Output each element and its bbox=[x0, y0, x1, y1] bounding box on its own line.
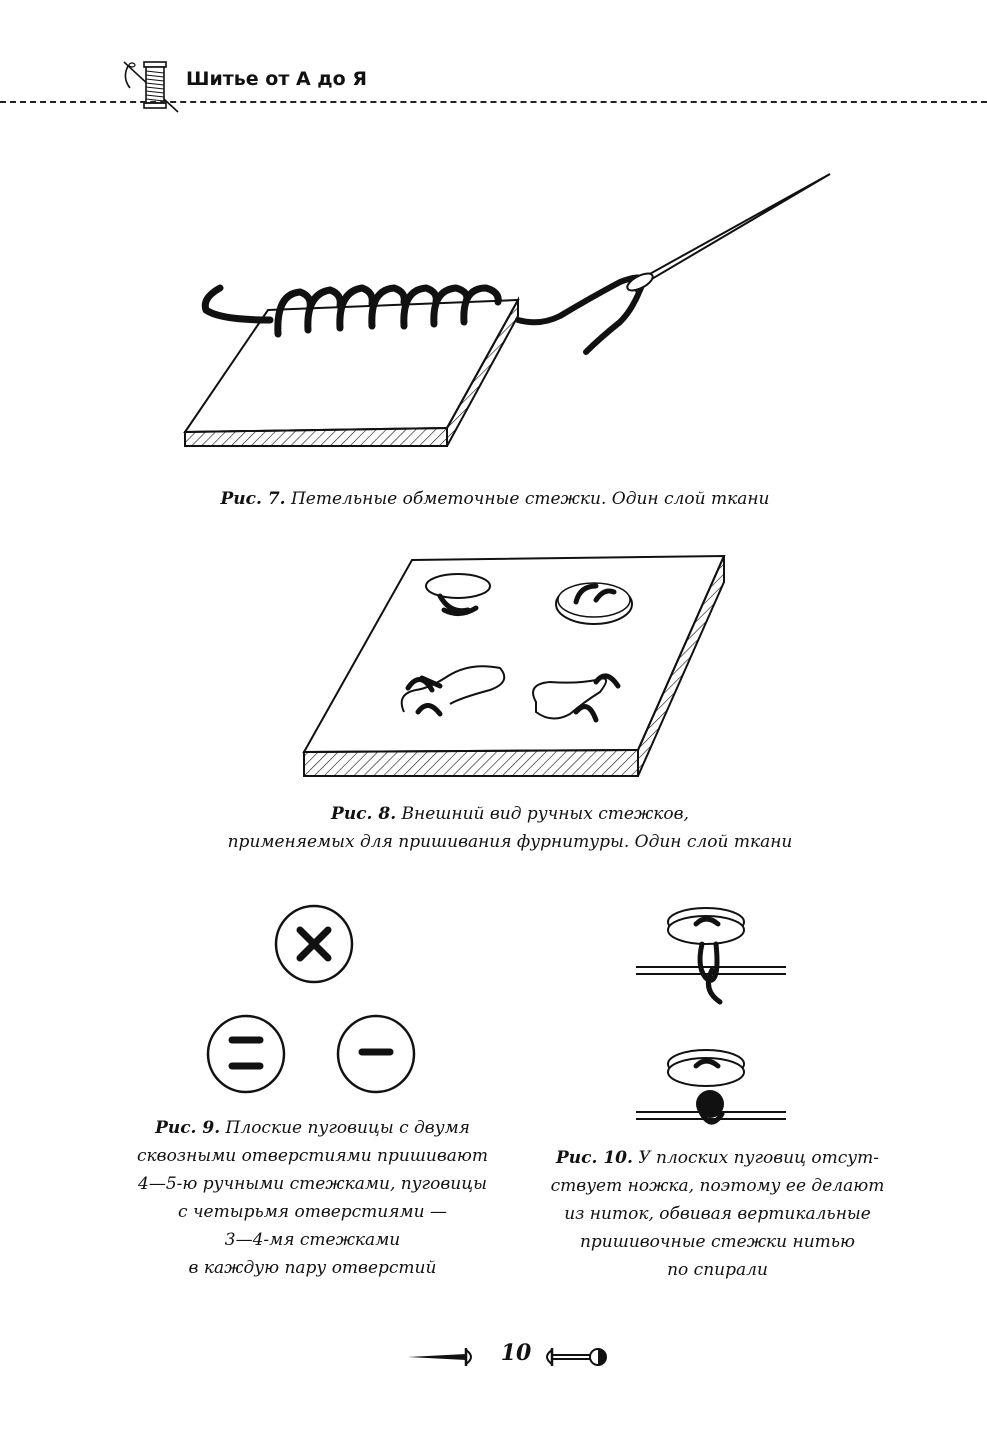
figure-8-line-1: Внешний вид ручных стежков, bbox=[401, 804, 689, 824]
figure-10-line-2: ствует ножка, поэтому ее делают bbox=[550, 1176, 885, 1196]
running-header-title: Шитье от А до Я bbox=[186, 68, 367, 90]
figure-9-line-5: 3—4-мя стежками bbox=[224, 1230, 401, 1250]
header-divider bbox=[0, 101, 987, 103]
figure-9-line-1: Плоские пуговицы с двумя bbox=[225, 1118, 470, 1138]
figure-10-label: Рис. 10. bbox=[556, 1148, 633, 1168]
figure-7-caption bbox=[130, 485, 860, 513]
pin-icon bbox=[546, 1344, 610, 1370]
page-number: 10 bbox=[500, 1340, 532, 1366]
figure-9-caption bbox=[115, 1114, 510, 1282]
figure-9-line-6: в каждую пару отверстий bbox=[188, 1258, 437, 1278]
figure-10-line-1: У плоских пуговиц отсут- bbox=[638, 1148, 879, 1168]
figure-7-label: Рис. 7. bbox=[220, 489, 286, 509]
figure-9-label: Рис. 9. bbox=[155, 1118, 221, 1138]
figure-10-line-5: по спирали bbox=[667, 1260, 768, 1280]
figure-7-illustration bbox=[180, 170, 840, 460]
figure-10-line-3: из ниток, обвивая вертикальные bbox=[564, 1204, 871, 1224]
figure-10-line-4: пришивочные стежки нитью bbox=[579, 1232, 856, 1252]
figure-8-illustration bbox=[300, 552, 730, 782]
figure-8-label: Рис. 8. bbox=[331, 804, 397, 824]
figure-9-line-4: с четырьмя отверстиями — bbox=[178, 1202, 447, 1222]
figure-10-illustration bbox=[630, 900, 795, 1140]
figure-8-caption bbox=[160, 800, 860, 856]
figure-9-illustration bbox=[200, 900, 430, 1100]
figure-7-text: Петельные обметочные стежки. Один слой ткани bbox=[290, 489, 770, 509]
needle-icon bbox=[406, 1344, 476, 1370]
figure-10-caption bbox=[530, 1144, 905, 1284]
figure-9-line-3: 4—5-ю ручными стежками, пуговицы bbox=[138, 1174, 487, 1194]
figure-8-line-2: применяемых для пришивания фурнитуры. Один слой ткани bbox=[227, 832, 793, 852]
thread-spool-icon bbox=[118, 58, 188, 114]
figure-9-line-2: сквозными отверстиями пришивают bbox=[137, 1146, 488, 1166]
